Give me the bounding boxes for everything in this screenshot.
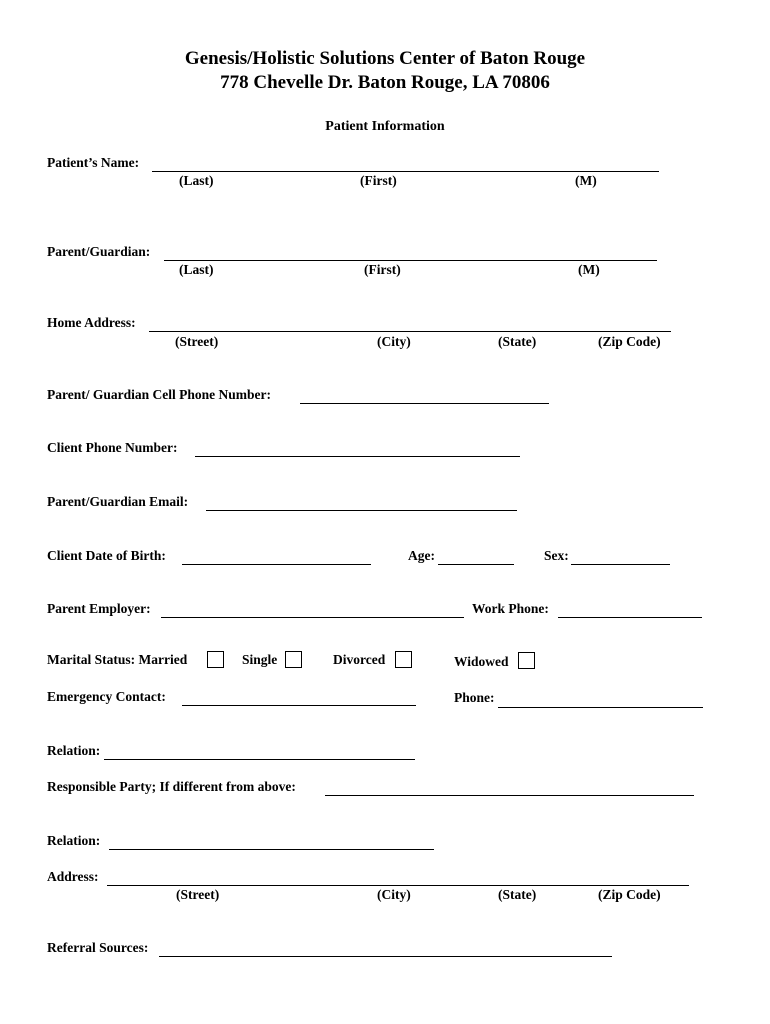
address-zip-caption: (Zip Code): [598, 887, 661, 902]
client-phone-label: Client Phone Number:: [47, 440, 178, 455]
patient-name-label: Patient’s Name:: [47, 155, 140, 170]
married-checkbox[interactable]: [207, 651, 224, 668]
referral-sources-line[interactable]: [159, 956, 612, 957]
responsible-party-line[interactable]: [325, 795, 694, 796]
parent-employer-line[interactable]: [161, 617, 464, 618]
patient-name-first-caption: (First): [360, 173, 397, 188]
relation-1-line[interactable]: [104, 759, 415, 760]
age-line[interactable]: [438, 564, 514, 565]
parent-employer-label: Parent Employer:: [47, 601, 151, 616]
home-address-line[interactable]: [149, 331, 671, 332]
address-label: Address:: [47, 869, 99, 884]
parent-guardian-label: Parent/Guardian:: [47, 244, 151, 259]
emergency-phone-line[interactable]: [498, 707, 703, 708]
sex-label: Sex:: [544, 548, 569, 563]
widowed-checkbox[interactable]: [518, 652, 535, 669]
guardian-email-line[interactable]: [206, 510, 517, 511]
sex-line[interactable]: [571, 564, 670, 565]
parent-guardian-line[interactable]: [164, 260, 657, 261]
emergency-phone-label: Phone:: [454, 690, 495, 705]
parent-guardian-first-caption: (First): [364, 262, 401, 277]
relation-1-label: Relation:: [47, 743, 101, 758]
home-address-state-caption: (State): [498, 334, 537, 349]
relation-2-label: Relation:: [47, 833, 101, 848]
client-dob-label: Client Date of Birth:: [47, 548, 166, 563]
home-address-label: Home Address:: [47, 315, 136, 330]
org-address: 778 Chevelle Dr. Baton Rouge, LA 70806: [220, 72, 550, 93]
address-line[interactable]: [107, 885, 689, 886]
form-title: Patient Information: [325, 119, 445, 134]
guardian-cell-label: Parent/ Guardian Cell Phone Number:: [47, 387, 271, 402]
address-street-caption: (Street): [176, 887, 220, 902]
client-dob-line[interactable]: [182, 564, 371, 565]
divorced-label: Divorced: [333, 652, 386, 667]
single-label: Single: [242, 652, 278, 667]
single-checkbox[interactable]: [285, 651, 302, 668]
parent-guardian-m-caption: (M): [578, 262, 600, 277]
address-city-caption: (City): [377, 887, 411, 902]
guardian-cell-line[interactable]: [300, 403, 549, 404]
work-phone-line[interactable]: [558, 617, 702, 618]
divorced-checkbox[interactable]: [395, 651, 412, 668]
patient-name-line[interactable]: [152, 171, 659, 172]
guardian-email-label: Parent/Guardian Email:: [47, 494, 189, 509]
home-address-zip-caption: (Zip Code): [598, 334, 661, 349]
referral-sources-label: Referral Sources:: [47, 940, 149, 955]
home-address-street-caption: (Street): [175, 334, 219, 349]
patient-name-last-caption: (Last): [179, 173, 214, 188]
widowed-label: Widowed: [454, 654, 509, 669]
parent-guardian-last-caption: (Last): [179, 262, 214, 277]
relation-2-line[interactable]: [109, 849, 434, 850]
work-phone-label: Work Phone:: [472, 601, 549, 616]
org-name: Genesis/Holistic Solutions Center of Baton Rouge: [184, 48, 586, 69]
address-state-caption: (State): [498, 887, 537, 902]
responsible-party-label: Responsible Party; If different from above:: [47, 779, 296, 794]
marital-status-label: Marital Status: Married: [47, 652, 188, 667]
home-address-city-caption: (City): [377, 334, 411, 349]
emergency-contact-line[interactable]: [182, 705, 416, 706]
patient-name-m-caption: (M): [575, 173, 597, 188]
age-label: Age:: [408, 548, 435, 563]
client-phone-line[interactable]: [195, 456, 520, 457]
emergency-contact-label: Emergency Contact:: [47, 689, 166, 704]
